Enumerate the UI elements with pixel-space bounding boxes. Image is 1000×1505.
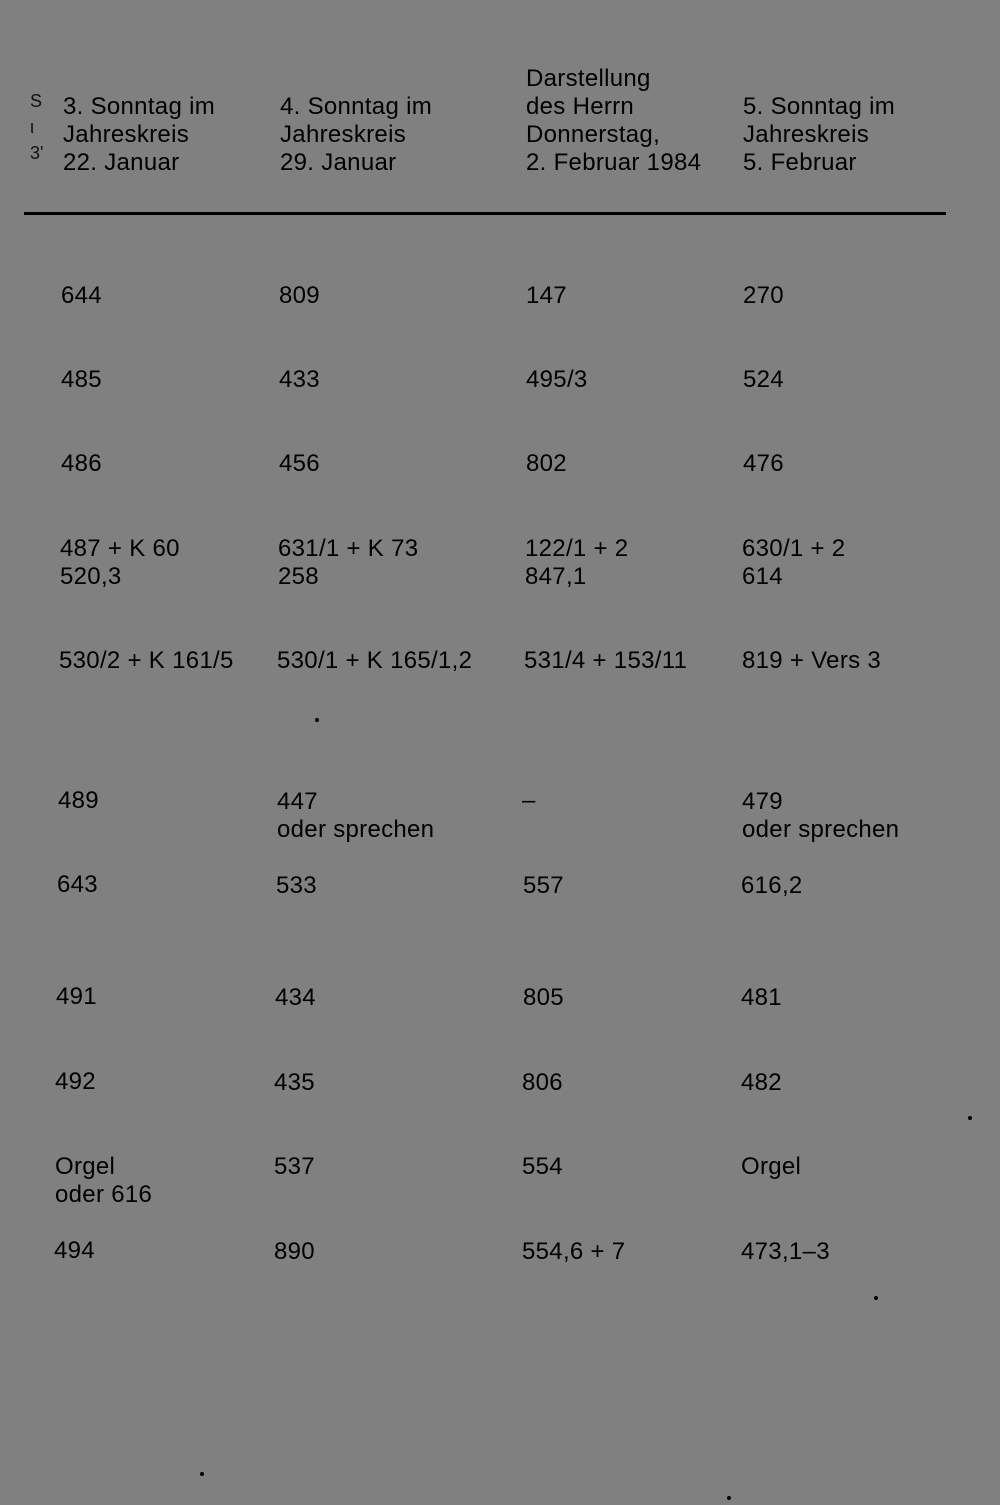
table-cell: –: [522, 787, 536, 814]
table-cell: 482: [741, 1069, 782, 1096]
table-cell: 270: [743, 282, 784, 309]
table-cell: 557: [523, 872, 564, 899]
table-cell: 456: [279, 450, 320, 477]
table-cell: 537: [274, 1153, 315, 1180]
scan-speck: [874, 1296, 878, 1300]
table-cell: 481: [741, 984, 782, 1011]
table-cell: 447 oder sprechen: [277, 788, 435, 843]
table-cell: 495/3: [526, 366, 588, 393]
column-header-4: 5. Sonntag im Jahreskreis 5. Februar: [743, 93, 895, 176]
margin-fragment: S ι 3': [30, 91, 44, 163]
column-header-2: 4. Sonntag im Jahreskreis 29. Januar: [280, 93, 432, 176]
table-cell: 485: [61, 366, 102, 393]
scan-speck: [315, 718, 319, 722]
scan-speck: [968, 1116, 972, 1120]
table-cell: 643: [57, 871, 98, 898]
table-cell: 524: [743, 366, 784, 393]
table-cell: 486: [61, 450, 102, 477]
table-cell: 492: [55, 1068, 96, 1095]
table-cell: 806: [522, 1069, 563, 1096]
column-header-3: Darstellung des Herrn Donnerstag, 2. Februar 1984: [526, 65, 702, 176]
table-cell: 616,2: [741, 872, 803, 899]
table-cell: 476: [743, 450, 784, 477]
table-cell: 630/1 + 2 614: [742, 535, 846, 590]
table-cell: 530/1 + K 165/1,2: [277, 647, 473, 674]
table-cell: 802: [526, 450, 567, 477]
table-cell: 434: [275, 984, 316, 1011]
table-cell: 433: [279, 366, 320, 393]
table-cell: 473,1–3: [741, 1238, 830, 1265]
table-cell: 491: [56, 983, 97, 1010]
table-cell: 487 + K 60 520,3: [60, 535, 180, 590]
table-cell: Orgel oder 616: [55, 1153, 153, 1208]
table-cell: 554,6 + 7: [522, 1238, 626, 1265]
table-cell: 533: [276, 872, 317, 899]
table-cell: 644: [61, 282, 102, 309]
table-cell: 805: [523, 984, 564, 1011]
table-cell: 631/1 + K 73 258: [278, 535, 419, 590]
table-cell: 494: [54, 1237, 95, 1264]
table-cell: 554: [522, 1153, 563, 1180]
table-cell: 479 oder sprechen: [742, 788, 900, 843]
table-cell: 147: [526, 282, 567, 309]
scan-speck: [200, 1472, 204, 1476]
table-cell: 489: [58, 787, 99, 814]
column-header-1: 3. Sonntag im Jahreskreis 22. Januar: [63, 93, 215, 176]
table-cell: 819 + Vers 3: [742, 647, 882, 674]
table-cell: Orgel: [741, 1153, 802, 1180]
table-cell: 531/4 + 153/11: [524, 647, 688, 674]
table-cell: 435: [274, 1069, 315, 1096]
table-cell: 890: [274, 1238, 315, 1265]
table-cell: 809: [279, 282, 320, 309]
header-divider: [24, 212, 946, 215]
table-cell: 122/1 + 2 847,1: [525, 535, 629, 590]
table-cell: 530/2 + K 161/5: [59, 647, 234, 674]
scan-speck: [727, 1496, 731, 1500]
